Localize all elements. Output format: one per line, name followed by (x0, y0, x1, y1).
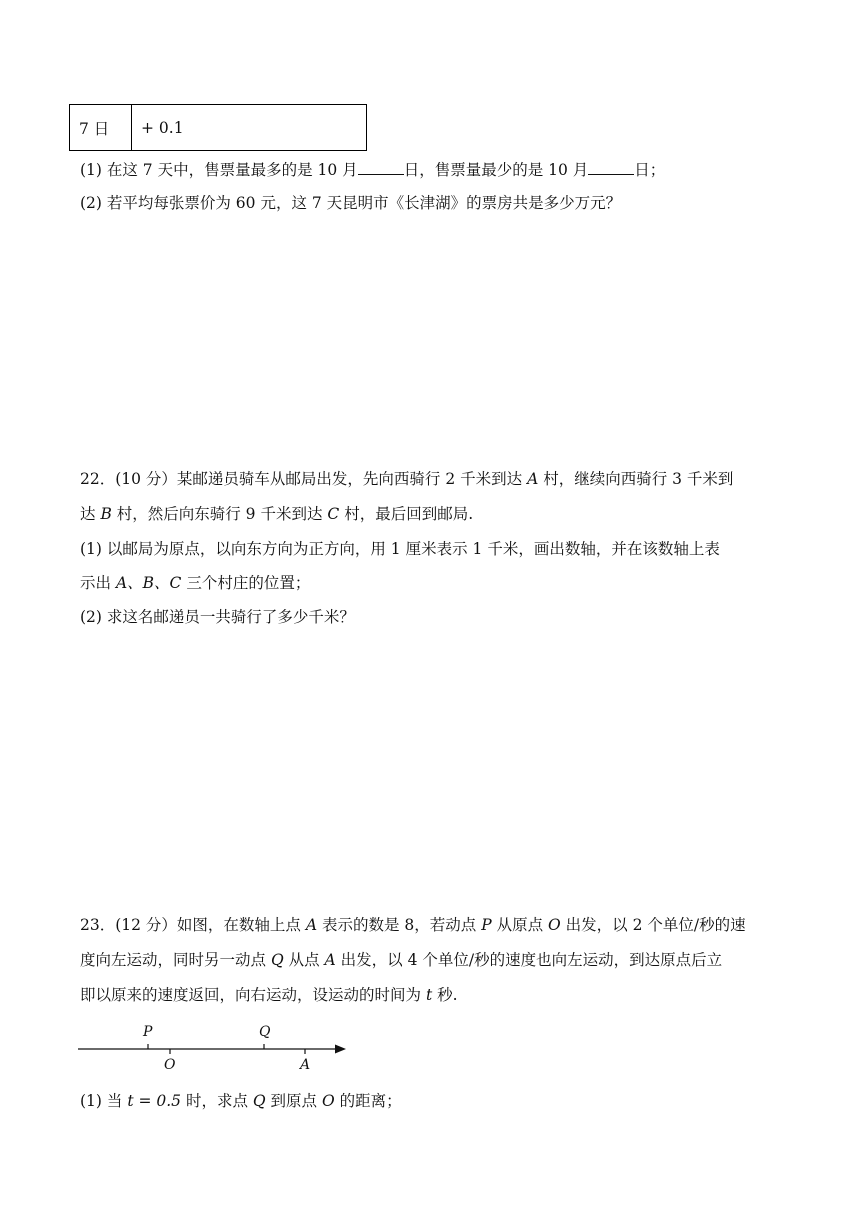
table-cell-value: + 0.1 (132, 105, 367, 151)
q23-line1: 23．(12 分）如图，在数轴上点 A 表示的数是 8，若动点 P 从原点 O 出发，以 2 个单位/秒的速 (80, 916, 746, 934)
number-line-figure (74, 1018, 364, 1073)
table-row (70, 105, 367, 151)
label-O: O (164, 1057, 176, 1073)
q21-part1: (1) 在这 7 天中，售票量最多的是 10 月 日，售票量最少的是 10 月 日； (80, 161, 666, 179)
q23-part1: (1) 当 t = 0.5 时，求点 Q 到原点 O 的距离； (80, 1092, 402, 1110)
label-Q: Q (259, 1024, 271, 1040)
ticket-table (69, 104, 367, 151)
q22-line4: 示出 A、B、C 三个村庄的位置； (80, 574, 311, 592)
q23-line2: 度向左运动，同时另一动点 Q 从点 A 出发，以 4 个单位/秒的速度也向左运动，到达原点后立 (80, 951, 723, 969)
q22-line5: (2) 求这名邮递员一共骑行了多少千米？ (80, 608, 355, 626)
label-P: P (143, 1024, 153, 1040)
q22-line2: 达 B 村，然后向东骑行 9 千米到达 C 村，最后回到邮局. (80, 505, 474, 523)
table-cell-day: 7 日 (70, 105, 132, 151)
q22-line3: (1) 以邮局为原点，以向东方向为正方向，用 1 厘米表示 1 千米，画出数轴，并在该数轴上表 (80, 540, 720, 558)
arrowhead-icon (335, 1045, 346, 1054)
answer-blank-max[interactable] (358, 160, 404, 175)
q23-line3: 即以原来的速度返回，向右运动，设运动的时间为 t 秒. (80, 986, 458, 1004)
q22-line1: 22．(10 分）某邮递员骑车从邮局出发，先向西骑行 2 千米到达 A 村，继续向西骑行 3 千米到 (80, 470, 734, 488)
answer-blank-min[interactable] (588, 160, 634, 175)
label-A: A (300, 1057, 311, 1073)
q21-part2: (2) 若平均每张票价为 60 元，这 7 天昆明市《长津湖》的票房共是多少万元？ (80, 194, 622, 212)
